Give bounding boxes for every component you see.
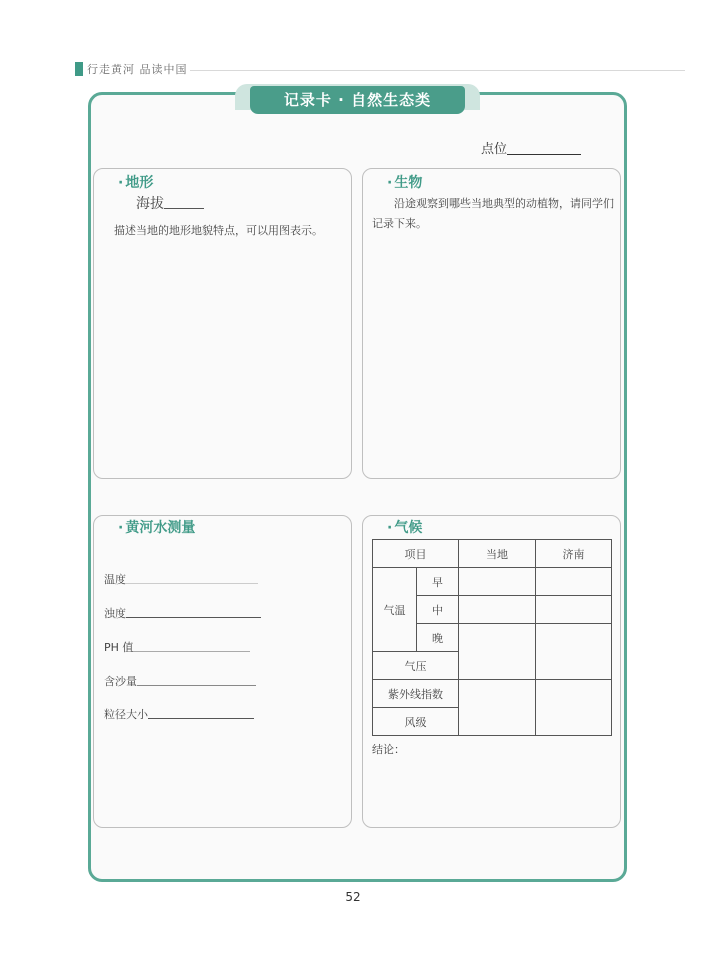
- biology-prompt: 沿途观察到哪些当地典型的动植物，请同学们记录下来。: [372, 197, 614, 230]
- water-field-temperature: [104, 571, 258, 587]
- table-cell[interactable]: [536, 596, 612, 624]
- field-label: 粒径大小: [104, 708, 148, 721]
- climate-table: [372, 539, 612, 736]
- terrain-prompt: 描述当地的地形地貌特点，可以用图表示。: [114, 224, 323, 237]
- field-blank[interactable]: [137, 675, 256, 686]
- water-field-sediment: [104, 673, 256, 689]
- biology-title-text: 生物: [394, 175, 423, 191]
- bullet-dot: ·: [387, 175, 393, 191]
- card-title: 记录卡 · 自然生态类: [250, 86, 465, 114]
- uv-label: 紫外线指数: [373, 680, 459, 708]
- biology-title: [387, 172, 422, 192]
- table-row: [373, 680, 612, 708]
- table-cell[interactable]: [459, 624, 536, 680]
- point-label: 点位: [481, 142, 508, 157]
- terrain-panel: [93, 168, 352, 479]
- water-field-turbidity: [104, 605, 261, 621]
- header-local: 当地: [459, 540, 536, 568]
- header-rule: [190, 70, 685, 71]
- table-cell[interactable]: [459, 680, 536, 736]
- table-row: [373, 540, 612, 568]
- field-label: 温度: [104, 573, 126, 586]
- field-blank[interactable]: [126, 607, 261, 618]
- time-morning: 早: [417, 568, 459, 596]
- altitude-label: 海拔: [136, 196, 164, 212]
- climate-title: [387, 517, 422, 537]
- page-number: 52: [345, 890, 361, 904]
- table-cell[interactable]: [536, 624, 612, 680]
- point-blank[interactable]: [507, 143, 581, 155]
- time-noon: 中: [417, 596, 459, 624]
- altitude-blank[interactable]: [164, 198, 204, 209]
- header-title: 行走黄河 品读中国: [87, 63, 188, 76]
- table-cell[interactable]: [459, 568, 536, 596]
- water-field-ph: [104, 639, 250, 655]
- water-panel: [93, 515, 352, 828]
- point-field: [481, 138, 581, 157]
- terrain-title: [118, 172, 153, 192]
- bullet-dot: ·: [118, 175, 124, 191]
- field-blank[interactable]: [133, 641, 250, 652]
- wind-label: 风级: [373, 708, 459, 736]
- table-cell[interactable]: [459, 596, 536, 624]
- field-label: 浊度: [104, 607, 126, 620]
- pressure-label: 气压: [373, 652, 459, 680]
- field-blank[interactable]: [126, 573, 258, 584]
- table-cell[interactable]: [536, 680, 612, 736]
- terrain-title-text: 地形: [125, 175, 154, 191]
- temp-label: 气温: [373, 568, 417, 652]
- altitude-field: [136, 193, 204, 213]
- header-jinan: 济南: [536, 540, 612, 568]
- bullet-dot: ·: [118, 520, 124, 536]
- conclusion-label: 结论：: [372, 743, 405, 756]
- water-field-particle-size: [104, 706, 254, 722]
- bullet-dot: ·: [387, 520, 393, 536]
- table-row: [373, 568, 612, 596]
- field-label: 含沙量: [104, 675, 137, 688]
- water-title: [118, 517, 195, 537]
- climate-title-text: 气候: [394, 520, 423, 536]
- table-cell[interactable]: [536, 568, 612, 596]
- header-item: 项目: [373, 540, 459, 568]
- water-title-text: 黄河水测量: [125, 520, 196, 536]
- field-label: PH 值: [104, 641, 134, 654]
- time-evening: 晚: [417, 624, 459, 652]
- header-accent-bar: [75, 62, 83, 76]
- field-blank[interactable]: [148, 708, 254, 719]
